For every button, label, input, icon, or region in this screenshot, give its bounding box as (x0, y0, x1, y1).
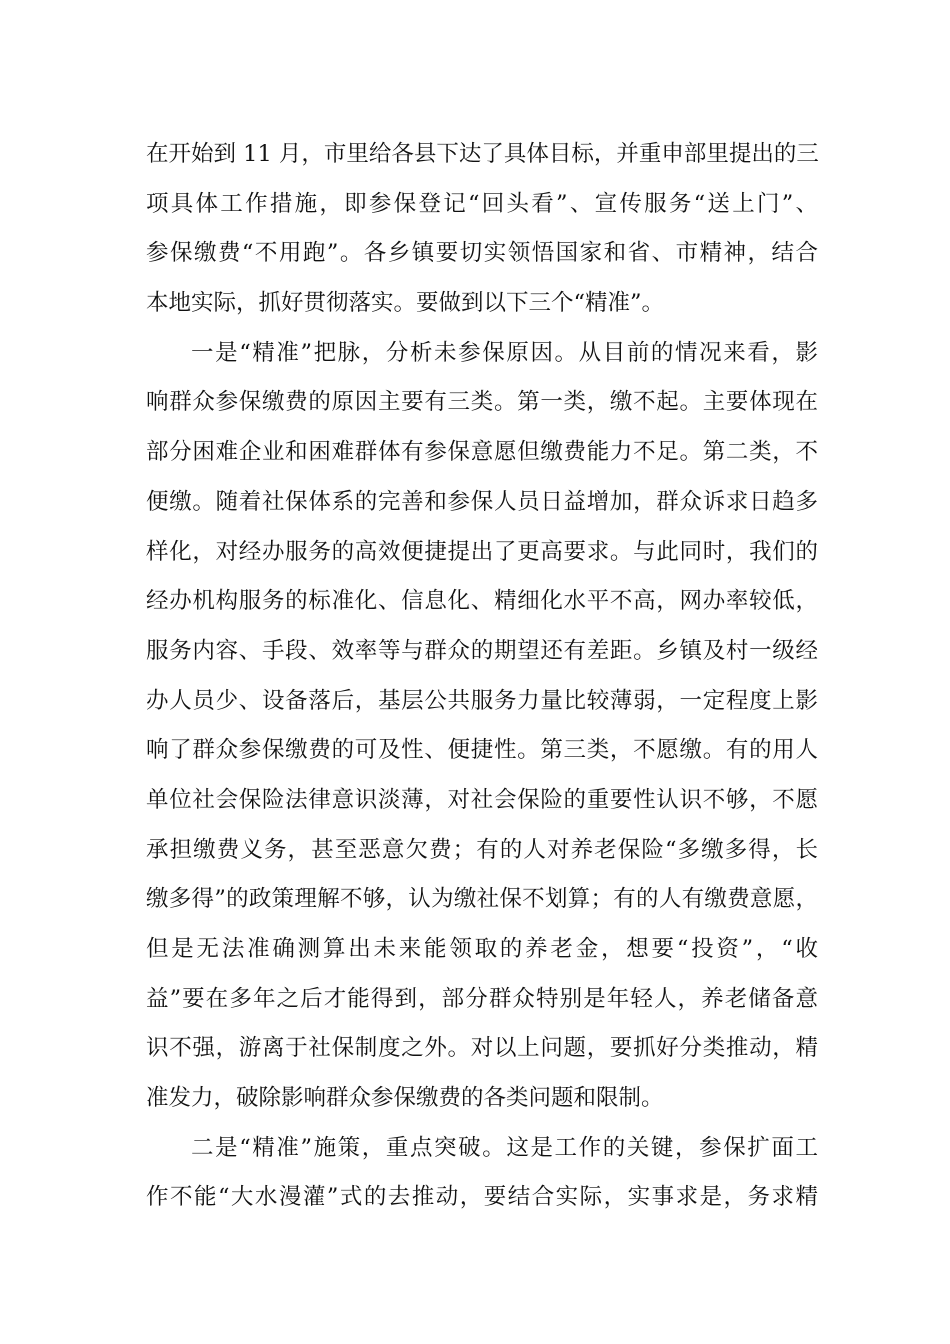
text-line: 响群众参保缴费的原因主要有三类。第一类，缴不起。主要体现在 (146, 389, 818, 416)
text-line: 响了群众参保缴费的可及性、便捷性。第三类，不愿缴。有的用人 (146, 737, 818, 764)
paragraph-first-line: 一是“精准”把脉，分析未参保原因。从目前的情况来看，影 (191, 339, 818, 366)
text-line: 但是无法准确测算出未来能领取的养老金，想要“投资”，“收 (146, 936, 818, 962)
text-line: 识不强，游离于社保制度之外。对以上问题，要抓好分类推动，精 (146, 1035, 818, 1062)
text-line: 经办机构服务的标准化、信息化、精细化水平不高，网办率较低， (146, 588, 818, 615)
text-line: 承担缴费义务，甚至恶意欠费；有的人对养老保险“多缴多得，长 (146, 836, 818, 863)
paragraph-first-line: 二是“精准”施策，重点突破。这是工作的关键，参保扩面工 (191, 1134, 818, 1161)
text-line: 项具体工作措施，即参保登记“回头看”、宣传服务“送上门”、 (146, 190, 818, 217)
text-line: 在开始到 11 月，市里给各县下达了具体目标，并重申部里提出的三 (146, 141, 819, 167)
body-text (146, 130, 818, 1223)
text-line: 准发力，破除影响群众参保缴费的各类问题和限制。 (146, 1085, 664, 1112)
text-line: 服务内容、手段、效率等与群众的期望还有差距。乡镇及村一级经 (146, 637, 818, 664)
text-line: 作不能“大水漫灌”式的去推动，要结合实际，实事求是，务求精 (146, 1184, 818, 1211)
text-line: 便缴。随着社保体系的完善和参保人员日益增加，群众诉求日趋多 (146, 488, 818, 515)
text-line: 本地实际，抓好贯彻落实。要做到以下三个“精准”。 (146, 290, 665, 317)
text-line: 参保缴费“不用跑”。各乡镇要切实领悟国家和省、市精神，结合 (146, 240, 818, 267)
text-line: 益”要在多年之后才能得到，部分群众特别是年轻人，养老储备意 (146, 985, 818, 1012)
text-line: 缴多得”的政策理解不够，认为缴社保不划算；有的人有缴费意愿， (146, 886, 818, 913)
text-line: 单位社会保险法律意识淡薄，对社会保险的重要性认识不够，不愿 (146, 786, 818, 813)
text-line: 部分困难企业和困难群体有参保意愿但缴费能力不足。第二类，不 (146, 439, 818, 466)
text-line: 办人员少、设备落后，基层公共服务力量比较薄弱，一定程度上影 (146, 687, 818, 714)
text-line: 样化，对经办服务的高效便捷提出了更高要求。与此同时，我们的 (146, 538, 818, 565)
